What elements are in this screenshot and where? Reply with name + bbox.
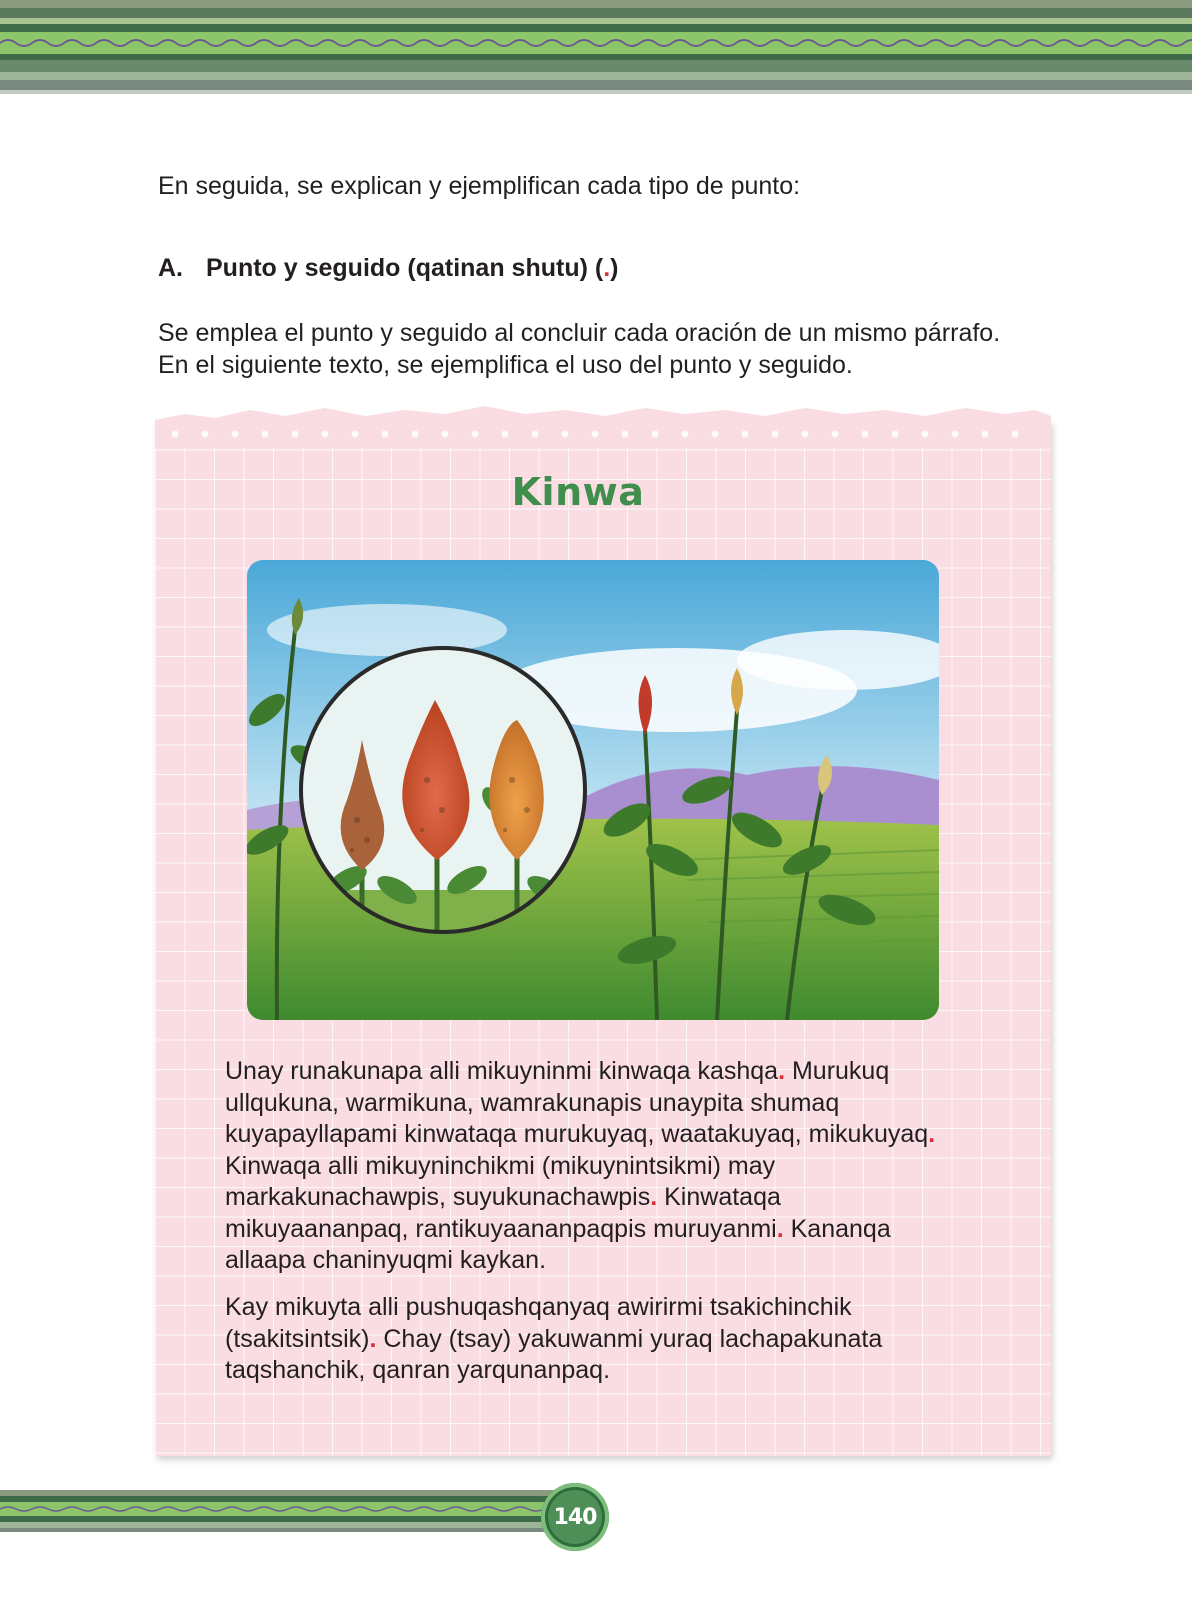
sentence: Kinwataqa mikuyaananpaq, rantikuyaananpaqpis muruyanmi [225,1183,781,1243]
period-symbol: . [650,1183,658,1211]
section-title: Punto y seguido (qatinan shutu) ( [206,254,604,282]
bottom-decorative-band [0,1490,560,1534]
sentence: Kay mikuyta alli pushuqashqanyaq awirirmi tsakichinchik (tsakitsintsik) [225,1293,852,1353]
quinoa-illustration [247,560,939,1020]
explanation-line: Se emplea el punto y seguido al concluir cada oración de un mismo párrafo. [158,319,1001,347]
explanation-text [158,317,1058,381]
paragraph-2 [225,1292,945,1387]
section-heading [158,252,1058,284]
intro-text: En seguida, se explican y ejemplifican cada tipo de punto: [158,172,801,200]
paragraph-1 [225,1056,945,1277]
note-title: Kinwa [511,470,645,514]
explanation-line: En el siguiente texto, se ejemplifica el uso del punto y seguido. [158,351,853,379]
section-letter: A. [158,254,183,282]
top-decorative-band [0,0,1192,96]
sentence: Unay runakunapa alli mikuyninmi kinwaqa kashqa [225,1057,779,1085]
sentence: Chay (tsay) yakuwanmi yuraq lachapakunata taqshanchik, qanran yarqunanpaq. [225,1324,883,1384]
period-symbol: . [776,1214,784,1243]
period-symbol: . [928,1120,936,1148]
page-number: 140 [553,1504,597,1530]
page-number-badge [541,1483,609,1551]
sentence: Murukuq ullqukuna, warmikuna, wamrakunapis unaypita shumaq kuyapayllapami kinwataqa murukuyaq, waatakuyaq, mikukuyaq [225,1057,929,1148]
period-symbol: . [778,1057,786,1085]
torn-paper-edge [155,404,1051,448]
sentence: Kananqa allaapa chaninyuqmi kaykan. [225,1214,891,1274]
section-title-close: ) [610,254,619,282]
period-symbol: . [603,254,611,282]
sentence: Kinwaqa alli mikuyninchikmi (mikuynintsikmi) may markakunachawpis, suyukunachawpis [225,1151,776,1211]
period-symbol: . [369,1324,377,1353]
